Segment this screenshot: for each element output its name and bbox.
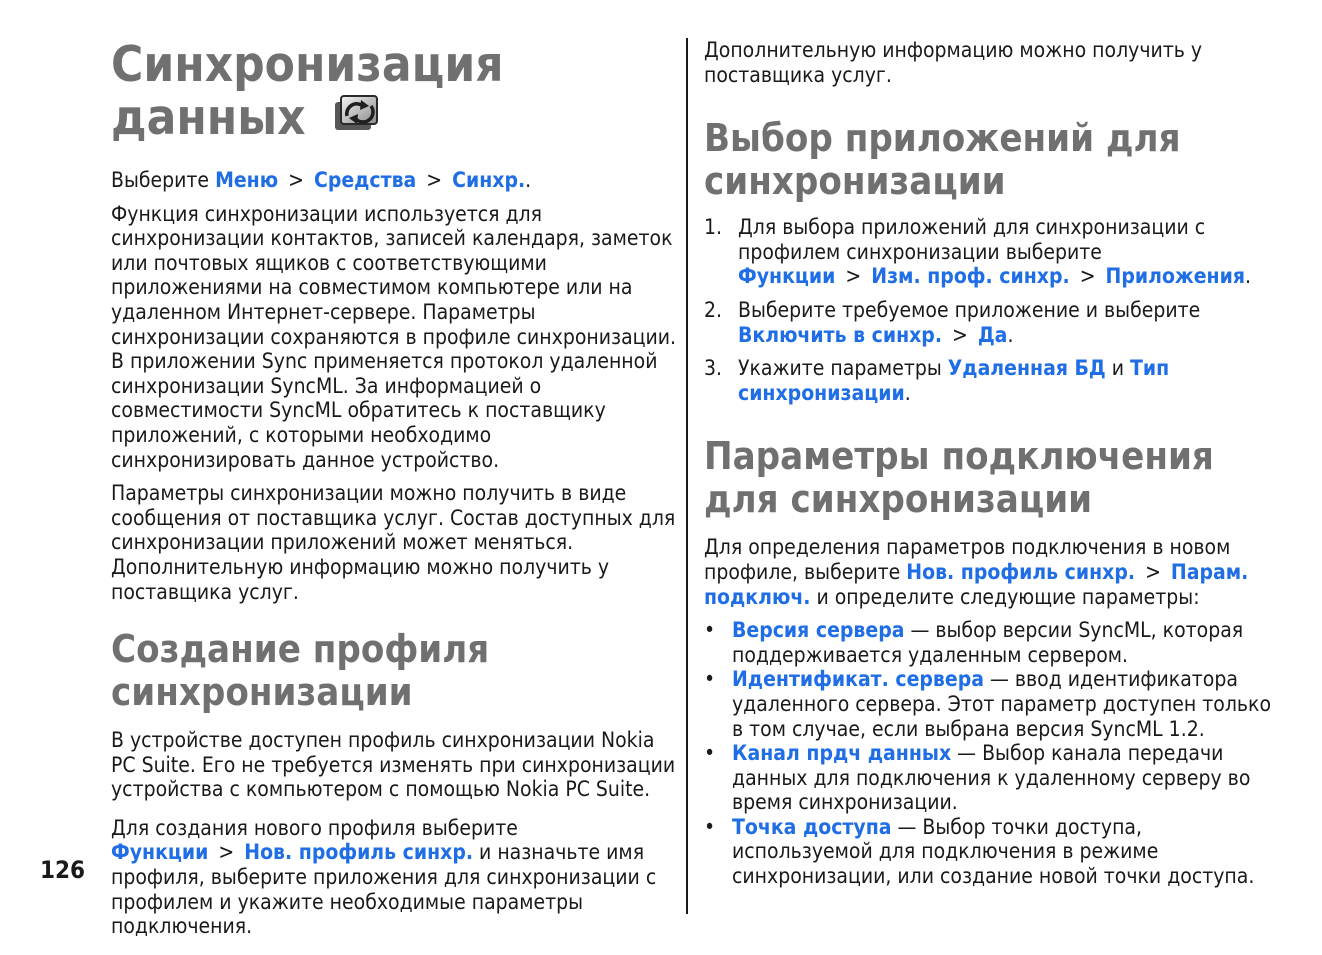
data-bearer-term[interactable]: Канал прдч данных bbox=[732, 741, 952, 766]
sync-type-link[interactable]: Тип синхронизации bbox=[738, 356, 1170, 405]
remote-db-link[interactable]: Удаленная БД bbox=[947, 356, 1106, 381]
section-title-create-profile: Создание профиля синхронизации bbox=[111, 627, 490, 715]
connection-params-link[interactable]: Парам. подключ. bbox=[704, 559, 1249, 609]
sync-link[interactable]: Синхр. bbox=[452, 168, 526, 192]
list-item: 3. Укажите параметры Удаленная БД и Тип синхронизации. bbox=[704, 356, 1170, 405]
tools-link[interactable]: Средства bbox=[313, 168, 417, 192]
yes-link[interactable]: Да bbox=[977, 322, 1008, 347]
edit-profile-link[interactable]: Изм. проф. синхр. bbox=[871, 264, 1070, 289]
list-item: 2. Выберите требуемое приложение и выберите Включить в синхр. > Да. bbox=[704, 297, 1201, 347]
functions-link[interactable]: Функции bbox=[111, 840, 209, 865]
sync-arrows-icon bbox=[325, 92, 383, 150]
section-title-connection-params: Параметры подключения для синхронизации bbox=[704, 434, 1214, 522]
functions-link[interactable]: Функции bbox=[738, 264, 836, 289]
left-column bbox=[111, 38, 677, 948]
server-id-term[interactable]: Идентификат. сервера bbox=[732, 667, 984, 692]
page-title bbox=[111, 38, 677, 150]
page-title-line2: данных bbox=[111, 89, 306, 146]
page-title-line1: Синхронизация bbox=[111, 36, 504, 93]
settings-paragraph: Параметры синхронизации можно получить в виде сообщения от поставщика услуг. Состав доступных для синхронизации приложений может меняться. Дополнительную информацию можно получить у поставщика услуг. bbox=[111, 481, 676, 604]
section-title-select-apps: Выбор приложений для синхронизации bbox=[704, 116, 1181, 204]
new-profile-link[interactable]: Нов. профиль синхр. bbox=[906, 559, 1136, 584]
page-number: 126 bbox=[40, 856, 86, 884]
params-list bbox=[704, 618, 1276, 889]
menu-path: Выберите Меню > Средства > Синхр.. bbox=[111, 168, 532, 192]
menu-link[interactable]: Меню bbox=[215, 168, 279, 192]
new-profile-link[interactable]: Нов. профиль синхр. bbox=[244, 840, 474, 865]
column-divider bbox=[686, 38, 688, 914]
intro-paragraph: Функция синхронизации используется для синхронизации контактов, записей календаря, заметок или почтовых ящиков с соответствующими приложениями на совместимом компьютере или на удаленном Интернет-сервере. Параметры синхронизации сохраняются в профиле синхронизации. В приложении Sync применяется протокол удаленной синхронизации SyncML. За информацией о совместимости SyncML обратитесь к поставщику приложений, с которыми необходимо синхронизировать данное устройство. bbox=[111, 201, 677, 472]
applications-link[interactable]: Приложения bbox=[1105, 264, 1245, 289]
server-version-term[interactable]: Версия сервера bbox=[732, 618, 905, 643]
steps-list bbox=[704, 215, 1276, 405]
right-column bbox=[704, 38, 1276, 889]
list-item: • Версия сервера — выбор версии SyncML, которая поддерживается удаленным сервером. bbox=[704, 618, 1244, 667]
continued-paragraph: Дополнительную информацию можно получить у поставщика услуг. bbox=[704, 38, 1203, 87]
list-item: • Точка доступа — Выбор точки доступа, используемой для подключения в режиме синхронизации, или создание новой точки доступа. bbox=[704, 814, 1255, 889]
connection-intro: Для определения параметров подключения в новом профиле, выберите Нов. профиль синхр. > Парам. подключ. и определите следующие параметры: bbox=[704, 535, 1249, 609]
list-item: • Идентификат. сервера — ввод идентификатора удаленного сервера. Этот параметр доступен только в том случае, если выбрана версия SyncML 1.2. bbox=[704, 667, 1272, 741]
create-profile-paragraph: Для создания нового профиля выберите Функции > Нов. профиль синхр. и назначьте имя профиля, выберите приложения для синхронизации с профилем и укажите необходимые параметры подключения. bbox=[111, 815, 657, 939]
list-item: 1. Для выбора приложений для синхронизации с профилем синхронизации выберите Функции > Изм. проф. синхр. > Приложения. bbox=[704, 215, 1251, 289]
list-item: • Канал прдч данных — Выбор канала передачи данных для подключения к удаленному серверу во время синхронизации. bbox=[704, 741, 1251, 815]
pc-suite-paragraph: В устройстве доступен профиль синхронизации Nokia PC Suite. Его не требуется изменять при синхронизации устройства с компьютером с помощью Nokia PC Suite. bbox=[111, 728, 676, 802]
access-point-term[interactable]: Точка доступа bbox=[732, 814, 892, 839]
include-in-sync-link[interactable]: Включить в синхр. bbox=[738, 322, 943, 347]
